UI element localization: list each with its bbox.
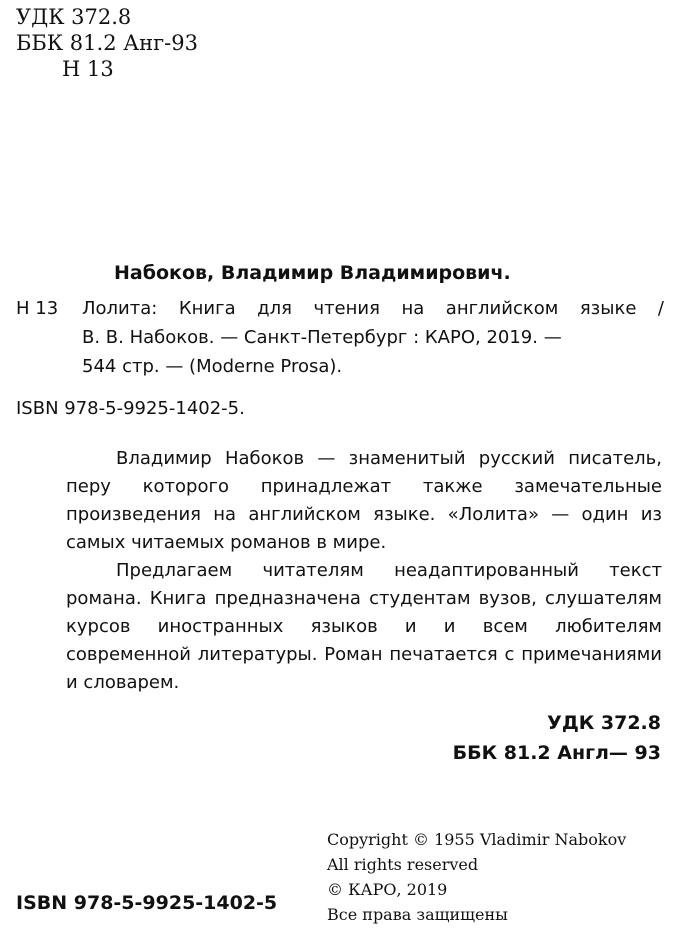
bibliographic-record bbox=[16, 294, 664, 381]
footer-classification-codes bbox=[453, 708, 661, 768]
annotation-paragraph: Владимир Набоков — знаменитый русский писатель, перу которого принадлежат также замечательные произведения на английском языке. «Лолита» — один из самых читаемых романов в мире. bbox=[66, 448, 662, 553]
record-isbn: ISBN 978-5-9925-1402-5. bbox=[16, 398, 245, 419]
footer-bbk-code: ББК 81.2 Англ— 93 bbox=[452, 742, 661, 764]
footer-udk-code: УДК 372.8 bbox=[547, 712, 661, 734]
record-publisher-line: В. В. Набоков. — Санкт-Петербург : КАРО, 2019. — bbox=[82, 327, 562, 348]
author-name: Набоков, Владимир Владимирович. bbox=[114, 262, 511, 284]
copyright-block bbox=[327, 827, 626, 927]
annotation-paragraph: Предлагаем читателям неадаптированный текст романа. Книга предназначена студентам вузов, слушателям курсов иностранных языков и и всем любителям современной литературы. Роман печатается с примечаниями и словарем. bbox=[66, 560, 662, 693]
author-mark: Н 13 bbox=[62, 57, 114, 81]
footer-isbn: ISBN 978-5-9925-1402-5 bbox=[16, 892, 278, 914]
copyright-line: All rights reserved bbox=[327, 855, 479, 874]
record-title-line: Лолита: Книга для чтения на английском языке / bbox=[82, 298, 664, 319]
annotation bbox=[66, 445, 662, 697]
bbk-code: ББК 81.2 Анг-93 bbox=[16, 31, 198, 55]
copyright-line: Copyright © 1955 Vladimir Nabokov bbox=[327, 830, 627, 849]
copyright-line: Все права защищены bbox=[327, 905, 508, 924]
header-classification-codes bbox=[16, 4, 198, 82]
record-pages-line: 544 стр. — (Moderne Prosa). bbox=[82, 356, 343, 377]
copyright-line: © КАРО, 2019 bbox=[327, 880, 448, 899]
udk-code: УДК 372.8 bbox=[16, 5, 132, 29]
record-author-mark: Н 13 bbox=[16, 298, 59, 319]
